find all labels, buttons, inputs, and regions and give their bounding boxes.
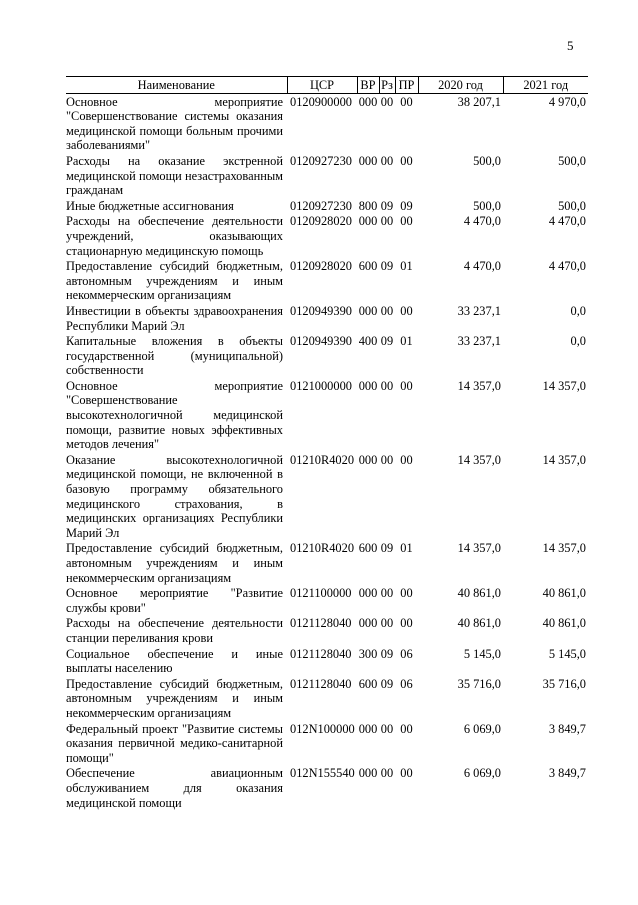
table-row: [66, 615, 588, 645]
row-2021: 500,0: [558, 198, 586, 213]
row-csr: 0120927230: [290, 198, 352, 213]
row-rz: 00: [380, 766, 394, 781]
row-2020: 40 861,0: [457, 586, 501, 601]
row-rz: 00: [380, 153, 394, 168]
row-2020: 35 716,0: [457, 676, 501, 691]
row-2021: 0,0: [570, 303, 586, 318]
row-2021: 4 470,0: [548, 214, 586, 229]
table-row: [66, 646, 588, 676]
row-name: Капитальные вложения в объекты государственной (муниципальной) собственности: [66, 334, 283, 378]
header-name: Наименование: [66, 77, 287, 94]
row-name: Обеспечение авиационным обслуживанием для оказания медицинской помощи: [66, 766, 283, 810]
header-pr: ПР: [395, 77, 418, 94]
row-vr: 000: [358, 378, 378, 393]
row-name: Основное мероприятие "Совершенствование высокотехнологичной медицинской помощи, развитие новых эффективных методов лечения": [66, 378, 283, 452]
row-name: Предоставление субсидий бюджетным, автономным учреждениям и иным некоммерческим организациям: [66, 259, 283, 303]
table-body: [66, 93, 588, 810]
row-pr: 01: [400, 259, 413, 274]
row-csr: 0121128040: [290, 616, 352, 631]
row-2020: 500,0: [473, 153, 501, 168]
row-csr: 012N100000: [290, 721, 355, 736]
row-2020: 5 145,0: [463, 646, 501, 661]
row-name: Социальное обеспечение и иные выплаты населению: [66, 646, 283, 676]
row-pr: 01: [400, 541, 413, 556]
row-2020: 14 357,0: [457, 541, 501, 556]
table-row: [66, 378, 588, 452]
table-row: [66, 585, 588, 615]
budget-table: [66, 76, 588, 810]
row-csr: 0121000000: [290, 378, 352, 393]
page-number: 5: [567, 38, 574, 53]
row-rz: 00: [380, 616, 394, 631]
row-csr: 0120949390: [290, 303, 352, 318]
header-2021: 2021 год: [503, 77, 588, 94]
table-row: [66, 303, 588, 333]
row-rz: 00: [380, 721, 394, 736]
row-pr: 00: [400, 721, 413, 736]
row-pr: 00: [400, 378, 413, 393]
row-csr: 0121128040: [290, 646, 352, 661]
row-name: Расходы на оказание экстренной медицинской помощи незастрахованным гражданам: [66, 153, 283, 198]
row-2021: 5 145,0: [548, 646, 586, 661]
row-csr: 0121100000: [290, 586, 352, 601]
table-row: [66, 258, 588, 303]
table-row: [66, 540, 588, 585]
row-vr: 000: [358, 721, 378, 736]
row-rz: 09: [380, 198, 394, 213]
row-vr: 000: [358, 94, 378, 109]
row-name: Оказание высокотехнологичной медицинской помощи, не включенной в базовую программу обязательного медицинского страхования, в медицинских организациях Республики Марий Эл: [66, 452, 283, 540]
row-vr: 000: [358, 153, 378, 168]
row-rz: 09: [380, 541, 394, 556]
row-csr: 0120900000: [290, 94, 352, 109]
row-name: Предоставление субсидий бюджетным, автономным учреждениям и иным некоммерческим организациям: [66, 676, 283, 720]
header-rz: Рз: [379, 77, 395, 94]
row-2021: 500,0: [558, 153, 586, 168]
row-pr: 00: [400, 153, 413, 168]
row-rz: 00: [380, 94, 394, 109]
row-vr: 600: [358, 259, 378, 274]
row-name: Федеральный проект "Развитие системы оказания первичной медико-санитарной помощи": [66, 721, 283, 765]
row-vr: 000: [358, 452, 378, 467]
header-vr: ВР: [357, 77, 379, 94]
row-name: Иные бюджетные ассигнования: [66, 198, 234, 213]
row-rz: 00: [380, 303, 394, 318]
row-vr: 000: [358, 766, 378, 781]
row-2020: 33 237,1: [457, 334, 501, 349]
row-pr: 00: [400, 452, 413, 467]
row-name: Основное мероприятие "Развитие службы крови": [66, 586, 283, 615]
row-2021: 40 861,0: [542, 586, 586, 601]
row-name: Предоставление субсидий бюджетным, автономным учреждениям и иным некоммерческим организациям: [66, 541, 283, 585]
row-2021: 14 357,0: [542, 378, 586, 393]
row-pr: 00: [400, 766, 413, 781]
table-header-row: [66, 77, 588, 94]
row-2020: 14 357,0: [457, 378, 501, 393]
header-2020: 2020 год: [418, 77, 503, 94]
row-vr: 000: [358, 214, 378, 229]
table-row: [66, 198, 588, 214]
row-pr: 00: [400, 586, 413, 601]
row-rz: 00: [380, 214, 394, 229]
row-2020: 14 357,0: [457, 452, 501, 467]
row-csr: 012N155540: [290, 766, 355, 781]
row-rz: 00: [380, 586, 394, 601]
row-pr: 09: [400, 198, 413, 213]
row-2020: 33 237,1: [457, 303, 501, 318]
row-rz: 09: [380, 646, 394, 661]
row-vr: 000: [358, 616, 378, 631]
row-2020: 4 470,0: [463, 259, 501, 274]
row-pr: 01: [400, 334, 413, 349]
table-row: [66, 153, 588, 198]
row-2021: 3 849,7: [548, 766, 586, 781]
row-rz: 09: [380, 334, 394, 349]
row-2020: 6 069,0: [463, 766, 501, 781]
table-row: [66, 213, 588, 258]
table-row: [66, 93, 588, 153]
row-vr: 300: [358, 646, 378, 661]
row-csr: 0120928020: [290, 214, 352, 229]
row-rz: 00: [380, 452, 394, 467]
row-pr: 00: [400, 303, 413, 318]
row-2021: 3 849,7: [548, 721, 586, 736]
row-csr: 0120949390: [290, 334, 352, 349]
row-vr: 800: [358, 198, 378, 213]
row-vr: 400: [358, 334, 378, 349]
row-rz: 09: [380, 259, 394, 274]
row-2020: 38 207,1: [457, 94, 501, 109]
row-rz: 00: [380, 378, 394, 393]
row-2020: 500,0: [473, 198, 501, 213]
row-2020: 6 069,0: [463, 721, 501, 736]
row-vr: 600: [358, 676, 378, 691]
row-2021: 0,0: [570, 334, 586, 349]
row-2021: 40 861,0: [542, 616, 586, 631]
row-name: Расходы на обеспечение деятельности учреждений, оказывающих стационарную медицинскую помощь: [66, 214, 283, 258]
row-2020: 4 470,0: [463, 214, 501, 229]
row-pr: 00: [400, 616, 413, 631]
row-pr: 06: [400, 676, 413, 691]
row-rz: 09: [380, 676, 394, 691]
row-name: Основное мероприятие "Совершенствование системы оказания медицинской помощи больным прочими заболеваниями": [66, 94, 283, 153]
row-2021: 14 357,0: [542, 452, 586, 467]
row-2021: 4 970,0: [548, 94, 586, 109]
row-2021: 35 716,0: [542, 676, 586, 691]
row-2021: 14 357,0: [542, 541, 586, 556]
row-csr: 0121128040: [290, 676, 352, 691]
row-csr: 0120928020: [290, 259, 352, 274]
row-name: Расходы на обеспечение деятельности станции переливания крови: [66, 616, 283, 645]
table-row: [66, 452, 588, 541]
row-2021: 4 470,0: [548, 259, 586, 274]
table-row: [66, 676, 588, 721]
row-vr: 000: [358, 586, 378, 601]
row-vr: 000: [358, 303, 378, 318]
row-name: Инвестиции в объекты здравоохранения Республики Марий Эл: [66, 303, 283, 333]
row-csr: 01210R4020: [290, 452, 355, 467]
row-vr: 600: [358, 541, 378, 556]
table-row: [66, 765, 588, 810]
table-row: [66, 333, 588, 378]
row-pr: 00: [400, 214, 413, 229]
row-csr: 01210R4020: [290, 541, 355, 556]
row-csr: 0120927230: [290, 153, 352, 168]
table-row: [66, 721, 588, 766]
row-pr: 06: [400, 646, 413, 661]
row-pr: 00: [400, 94, 413, 109]
row-2020: 40 861,0: [457, 616, 501, 631]
header-csr: ЦСР: [287, 77, 357, 94]
